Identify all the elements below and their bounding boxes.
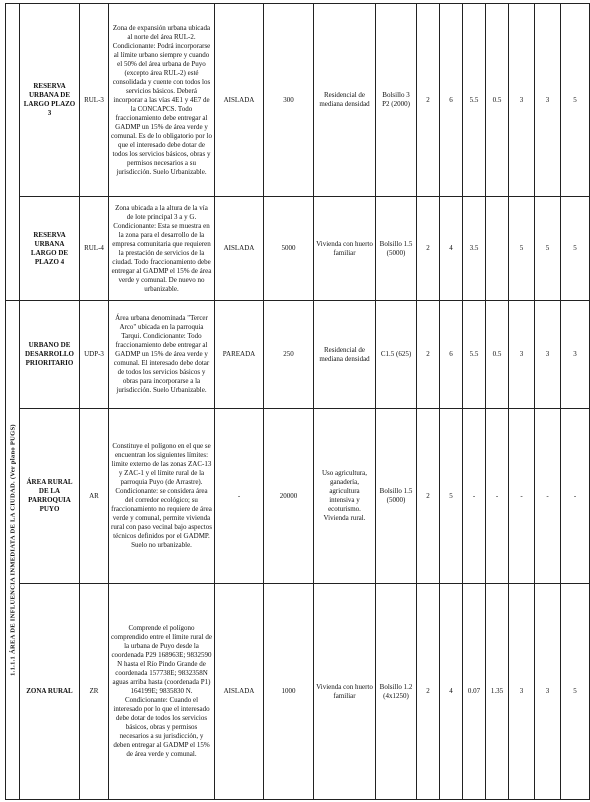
zone-code: UDP-3 xyxy=(80,301,109,409)
value-cell: 4 xyxy=(440,584,463,800)
value-cell: 2 xyxy=(417,197,440,301)
value-cell: 6 xyxy=(440,4,463,197)
zone-name: RESERVA URBANA DE LARGO PLAZO 3 xyxy=(20,4,80,197)
value-cell: 3 xyxy=(535,301,561,409)
zone-description: Zona ubicada a la altura de la vía de lote principal 3 a y G. Condicionante: Esta se muestra en la zona para el desarrollo de la empresa comunitaria que requieren la prestación de servicios de la ciudad. Todo fraccionamiento debe entregar al GADMP el 15% de área verde y comunal. De nuevo no urbanizable. xyxy=(109,197,215,301)
value-cell: 5 xyxy=(561,584,590,800)
side-label xyxy=(8,424,17,676)
land-use: Residencial de mediana densidad xyxy=(314,4,376,197)
value-cell: 4 xyxy=(440,197,463,301)
zone-description: Área urbana denominada "Tercer Arco" ubicada en la parroquia Tarqui. Condicionante: Todo fraccionamiento debe entregar al GADMP un 15% de área verde y comunal. El interesado debe dotar de todos los servicios básicos y obras para incorporarse a la jurisdicción. Suelo Urbanizable. xyxy=(109,301,215,409)
value-cell: 2 xyxy=(417,4,440,197)
value-cell: 5 xyxy=(535,197,561,301)
value-cell: 2 xyxy=(417,301,440,409)
minimum-lot: 5000 xyxy=(264,197,314,301)
cos-value: Bolsillo 3 P2 (2000) xyxy=(376,4,417,197)
land-use: Vivienda con huerto familiar xyxy=(314,584,376,800)
value-cell: 5 xyxy=(440,409,463,584)
occupation-type: - xyxy=(215,409,264,584)
minimum-lot: 1000 xyxy=(264,584,314,800)
zone-code: ZR xyxy=(80,584,109,800)
land-use: Residencial de mediana densidad xyxy=(314,301,376,409)
zone-description: Zona de expansión urbana ubicada al norte del área RUL-2. Condicionante: Podrá incorporarse al límite urbano siempre y cuando el 50% del área urbana de Puyo (excepto área RUL-2) esté consolidada y cuente con todos los servicios básicos. Deberá incorporar a las vías 4E1 y 4E7 de la CONCAPCS. Todo fraccionamiento debe entregar al GADMP un 15% de área verde y comunal. Es de lo obligatorio por lo que el interesado debe dotar de todos los servicios básicos, obras y permisos necesarios a su jurisdicción. Suelo Urbanizable. xyxy=(109,4,215,197)
zone-name: RESERVA URBANA LARGO DE PLAZO 4 xyxy=(20,197,80,301)
value-cell: 3.5 xyxy=(463,197,486,301)
cos-value: Bolsillo 1.2 (4x1250) xyxy=(376,584,417,800)
value-cell: 6 xyxy=(440,301,463,409)
occupation-type: AISLADA xyxy=(215,4,264,197)
value-cell: 5.5 xyxy=(463,4,486,197)
minimum-lot: 300 xyxy=(264,4,314,197)
side-label-subtitle: (Ver plano PUGS) xyxy=(9,424,16,480)
table-row xyxy=(6,197,590,301)
value-cell: - xyxy=(486,409,509,584)
value-cell: - xyxy=(509,409,535,584)
zone-name: URBANO DE DESARROLLO PRIORITARIO xyxy=(20,301,80,409)
value-cell: 3 xyxy=(509,301,535,409)
zone-code: RUL-3 xyxy=(80,4,109,197)
zone-name: ZONA RURAL xyxy=(20,584,80,800)
zone-code: RUL-4 xyxy=(80,197,109,301)
cos-value: Bolsillo 1.5 (5000) xyxy=(376,197,417,301)
minimum-lot: 20000 xyxy=(264,409,314,584)
zoning-table xyxy=(5,3,590,800)
table-row xyxy=(6,409,590,584)
value-cell: 0.5 xyxy=(486,4,509,197)
table-row xyxy=(6,301,590,409)
value-cell: - xyxy=(463,409,486,584)
cos-value: Bolsillo 1.5 (5000) xyxy=(376,409,417,584)
value-cell: 0.07 xyxy=(463,584,486,800)
value-cell: 5 xyxy=(561,4,590,197)
value-cell: 2 xyxy=(417,584,440,800)
value-cell: - xyxy=(561,409,590,584)
value-cell: 3 xyxy=(509,4,535,197)
side-strip-top xyxy=(6,4,20,301)
value-cell: 5 xyxy=(561,197,590,301)
value-cell xyxy=(486,197,509,301)
table-row xyxy=(6,4,590,197)
value-cell: 3 xyxy=(509,584,535,800)
land-use: Vivienda con huerto familiar xyxy=(314,197,376,301)
value-cell: - xyxy=(535,409,561,584)
value-cell: 3 xyxy=(561,301,590,409)
value-cell: 3 xyxy=(535,4,561,197)
side-label-title: 1.1.1.1 ÁREA DE INFLUENCIA INMEDIATA DE LA CIUDAD. xyxy=(9,479,16,676)
zone-description: Comprende el polígono comprendido entre el límite rural de la urbana de Puyo desde la coordenada P29 168963E; 9832590 N hasta el Río Pindo Grande de coordenada 157738E; 9832358N aguas arriba hasta (coordenada P1) 164199E; 9835830 N. Condicionante: Cuando el interesado por lo que el interesado debe dotar de todos los servicios básicos, obras y permisos necesarios a su jurisdicción, y deben entregar al GADMP el 15% de área verde y comunal. xyxy=(109,584,215,800)
value-cell: 5 xyxy=(509,197,535,301)
zone-description: Constituye el polígono en el que se encuentran los siguientes límites: limite externo de las zonas ZAC-13 y ZAC-1 y el límite rural de la parroquia Puyo (de Arrastre). Condicionante: se considera área del corredor ecológico; su fraccionamiento no requiere de área verde y comunal, permite vivienda rural con paso vecinal bajo aspectos técnicos definidos por el GADMP. Suelo no urbanizable. xyxy=(109,409,215,584)
zone-code: AR xyxy=(80,409,109,584)
occupation-type: AISLADA xyxy=(215,584,264,800)
value-cell: 3 xyxy=(535,584,561,800)
zone-name: ÁREA RURAL DE LA PARROQUIA PUYO xyxy=(20,409,80,584)
value-cell: 5.5 xyxy=(463,301,486,409)
land-use: Uso agricultura, ganadería, agricultura intensiva y ecoturismo. Vivienda rural. xyxy=(314,409,376,584)
minimum-lot: 250 xyxy=(264,301,314,409)
cos-value: C1.5 (625) xyxy=(376,301,417,409)
value-cell: 2 xyxy=(417,409,440,584)
value-cell: 0.5 xyxy=(486,301,509,409)
occupation-type: PAREADA xyxy=(215,301,264,409)
occupation-type: AISLADA xyxy=(215,197,264,301)
value-cell: 1.35 xyxy=(486,584,509,800)
side-label-cell xyxy=(6,301,20,800)
table-row xyxy=(6,584,590,800)
